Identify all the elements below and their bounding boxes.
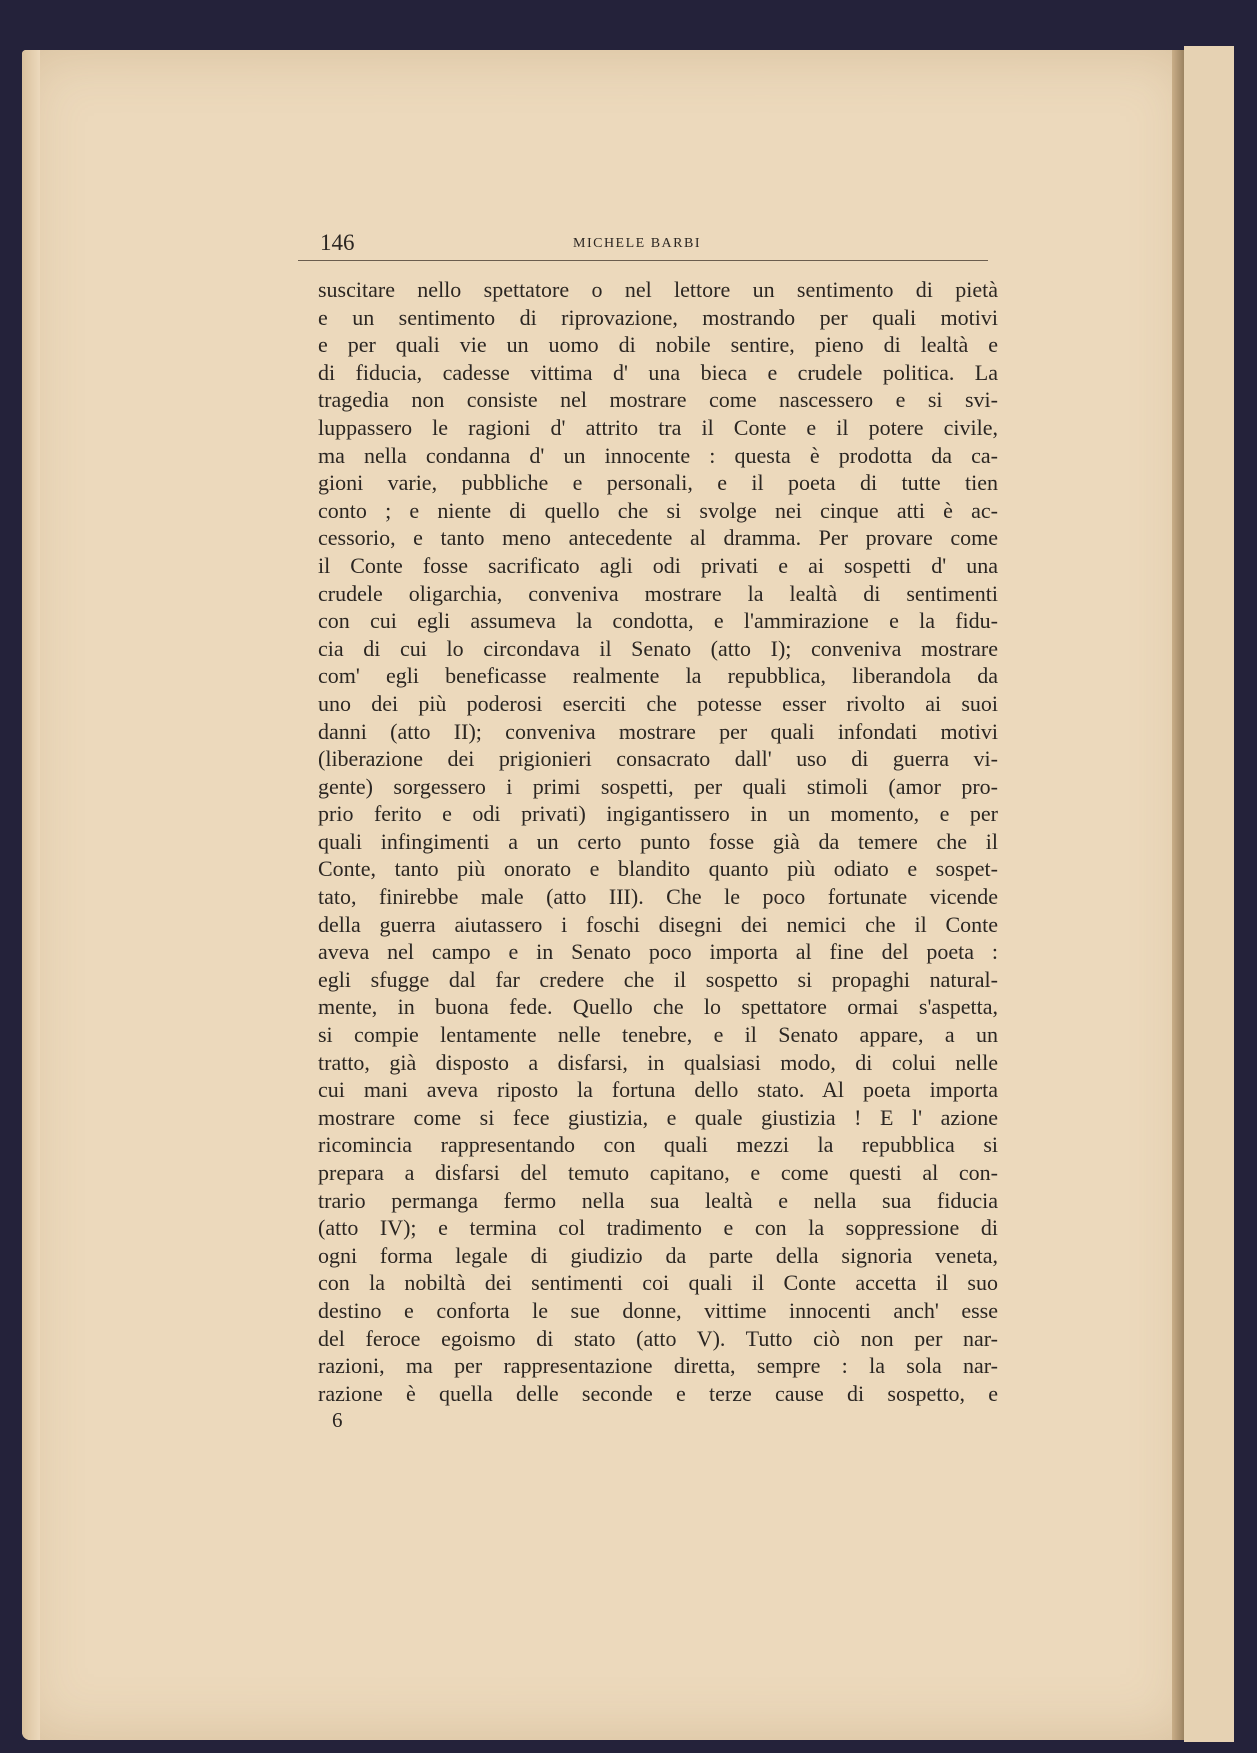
- text-line: ricomincia rappresentando con quali mezzi la repubblica si: [318, 1132, 998, 1158]
- text-line: ogni forma legale di giudizio da parte della signoria veneta,: [318, 1242, 998, 1268]
- text-line: gente) sorgessero i primi sospetti, per quali stimoli (amor pro-: [318, 773, 998, 799]
- text-line: prio ferito e odi privati) ingigantissero in un momento, e per: [318, 801, 998, 827]
- text-line: (liberazione dei prigionieri consacrato dall' uso di guerra vi-: [318, 746, 998, 772]
- text-line: della guerra aiutassero i foschi disegni dei nemici che il Conte: [318, 911, 998, 937]
- text-line: luppassero le ragioni d' attrito tra il Conte e il potere civile,: [318, 414, 998, 440]
- text-line: di fiducia, cadesse vittima d' una bieca e crudele politica. La: [318, 359, 998, 385]
- text-line: quali infingimenti a un certo punto fosse già da temere che il: [318, 828, 998, 854]
- text-line: danni (atto II); conveniva mostrare per quali infondati motivi: [318, 718, 998, 744]
- text-line: tragedia non consiste nel mostrare come nascessero e si svi-: [318, 387, 998, 413]
- text-line: mente, in buona fede. Quello che lo spettatore ormai s'aspetta,: [318, 994, 998, 1020]
- text-line: gioni varie, pubbliche e personali, e il poeta di tutte tien: [318, 470, 998, 496]
- text-line: tratto, già disposto a disfarsi, in qualsiasi modo, di colui nelle: [318, 1049, 998, 1075]
- text-line: trario permanga fermo nella sua lealtà e nella sua fiducia: [318, 1187, 998, 1213]
- text-line: cia di cui lo circondava il Senato (atto I); conveniva mostrare: [318, 635, 998, 661]
- body-text: [318, 276, 998, 1407]
- text-line: uno dei più poderosi eserciti che potesse esser rivolto ai suoi: [318, 690, 998, 716]
- text-line: e un sentimento di riprovazione, mostrando per quali motivi: [318, 304, 998, 330]
- text-line: (atto IV); e termina col tradimento e con la soppressione di: [318, 1215, 998, 1241]
- text-line: ma nella condanna d' un innocente : questa è prodotta da ca-: [318, 442, 998, 468]
- signature-mark: 6: [332, 1408, 343, 1432]
- text-line: prepara a disfarsi del temuto capitano, e come questi al con-: [318, 1160, 998, 1185]
- text-line: razione è quella delle seconde e terze cause di sospetto, e: [318, 1380, 998, 1406]
- text-line: Conte, tanto più onorato e blandito quanto più odiato e sospet-: [318, 856, 998, 882]
- text-line: destino e conforta le sue donne, vittime innocenti anch' esse: [318, 1297, 998, 1323]
- text-line: conto ; e niente di quello che si svolge nei cinque atti è ac-: [318, 497, 998, 523]
- text-line: com' egli beneficasse realmente la repubblica, liberandola da: [318, 663, 998, 689]
- page-number: 146: [320, 230, 355, 255]
- running-head-author: MICHELE BARBI: [573, 236, 701, 251]
- text-line: con la nobiltà dei sentimenti coi quali il Conte accetta il suo: [318, 1270, 998, 1296]
- text-line: egli sfugge dal far credere che il sospetto si propaghi natural-: [318, 966, 998, 992]
- text-line: aveva nel campo e in Senato poco importa al fine del poeta :: [318, 939, 998, 965]
- facing-page-edge: [1184, 46, 1234, 1742]
- text-line: mostrare come si fece giustizia, e quale giustizia ! E l' azione: [318, 1104, 998, 1130]
- text-line: cui mani aveva riposto la fortuna dello stato. Al poeta importa: [318, 1077, 998, 1103]
- running-head: [298, 226, 988, 261]
- text-line: e per quali vie un uomo di nobile sentire, pieno di lealtà e: [318, 332, 998, 358]
- text-line: del feroce egoismo di stato (atto V). Tutto ciò non per nar-: [318, 1325, 998, 1351]
- text-line: suscitare nello spettatore o nel lettore un sentimento di pietà: [318, 277, 998, 302]
- text-line: crudele oligarchia, conveniva mostrare la lealtà di sentimenti: [318, 580, 998, 606]
- text-line: il Conte fosse sacrificato agli odi privati e ai sospetti d' una: [318, 552, 998, 578]
- text-line: con cui egli assumeva la condotta, e l'ammirazione e la fidu-: [318, 608, 998, 634]
- text-line: tato, finirebbe male (atto III). Che le poco fortunate vicende: [318, 884, 998, 910]
- text-line: razioni, ma per rappresentazione diretta, sempre : la sola nar-: [318, 1353, 998, 1379]
- text-line: cessorio, e tanto meno antecedente al dramma. Per provare come: [318, 525, 998, 551]
- page-edge: [22, 50, 40, 1740]
- text-line: si compie lentamente nelle tenebre, e il Senato appare, a un: [318, 1022, 998, 1048]
